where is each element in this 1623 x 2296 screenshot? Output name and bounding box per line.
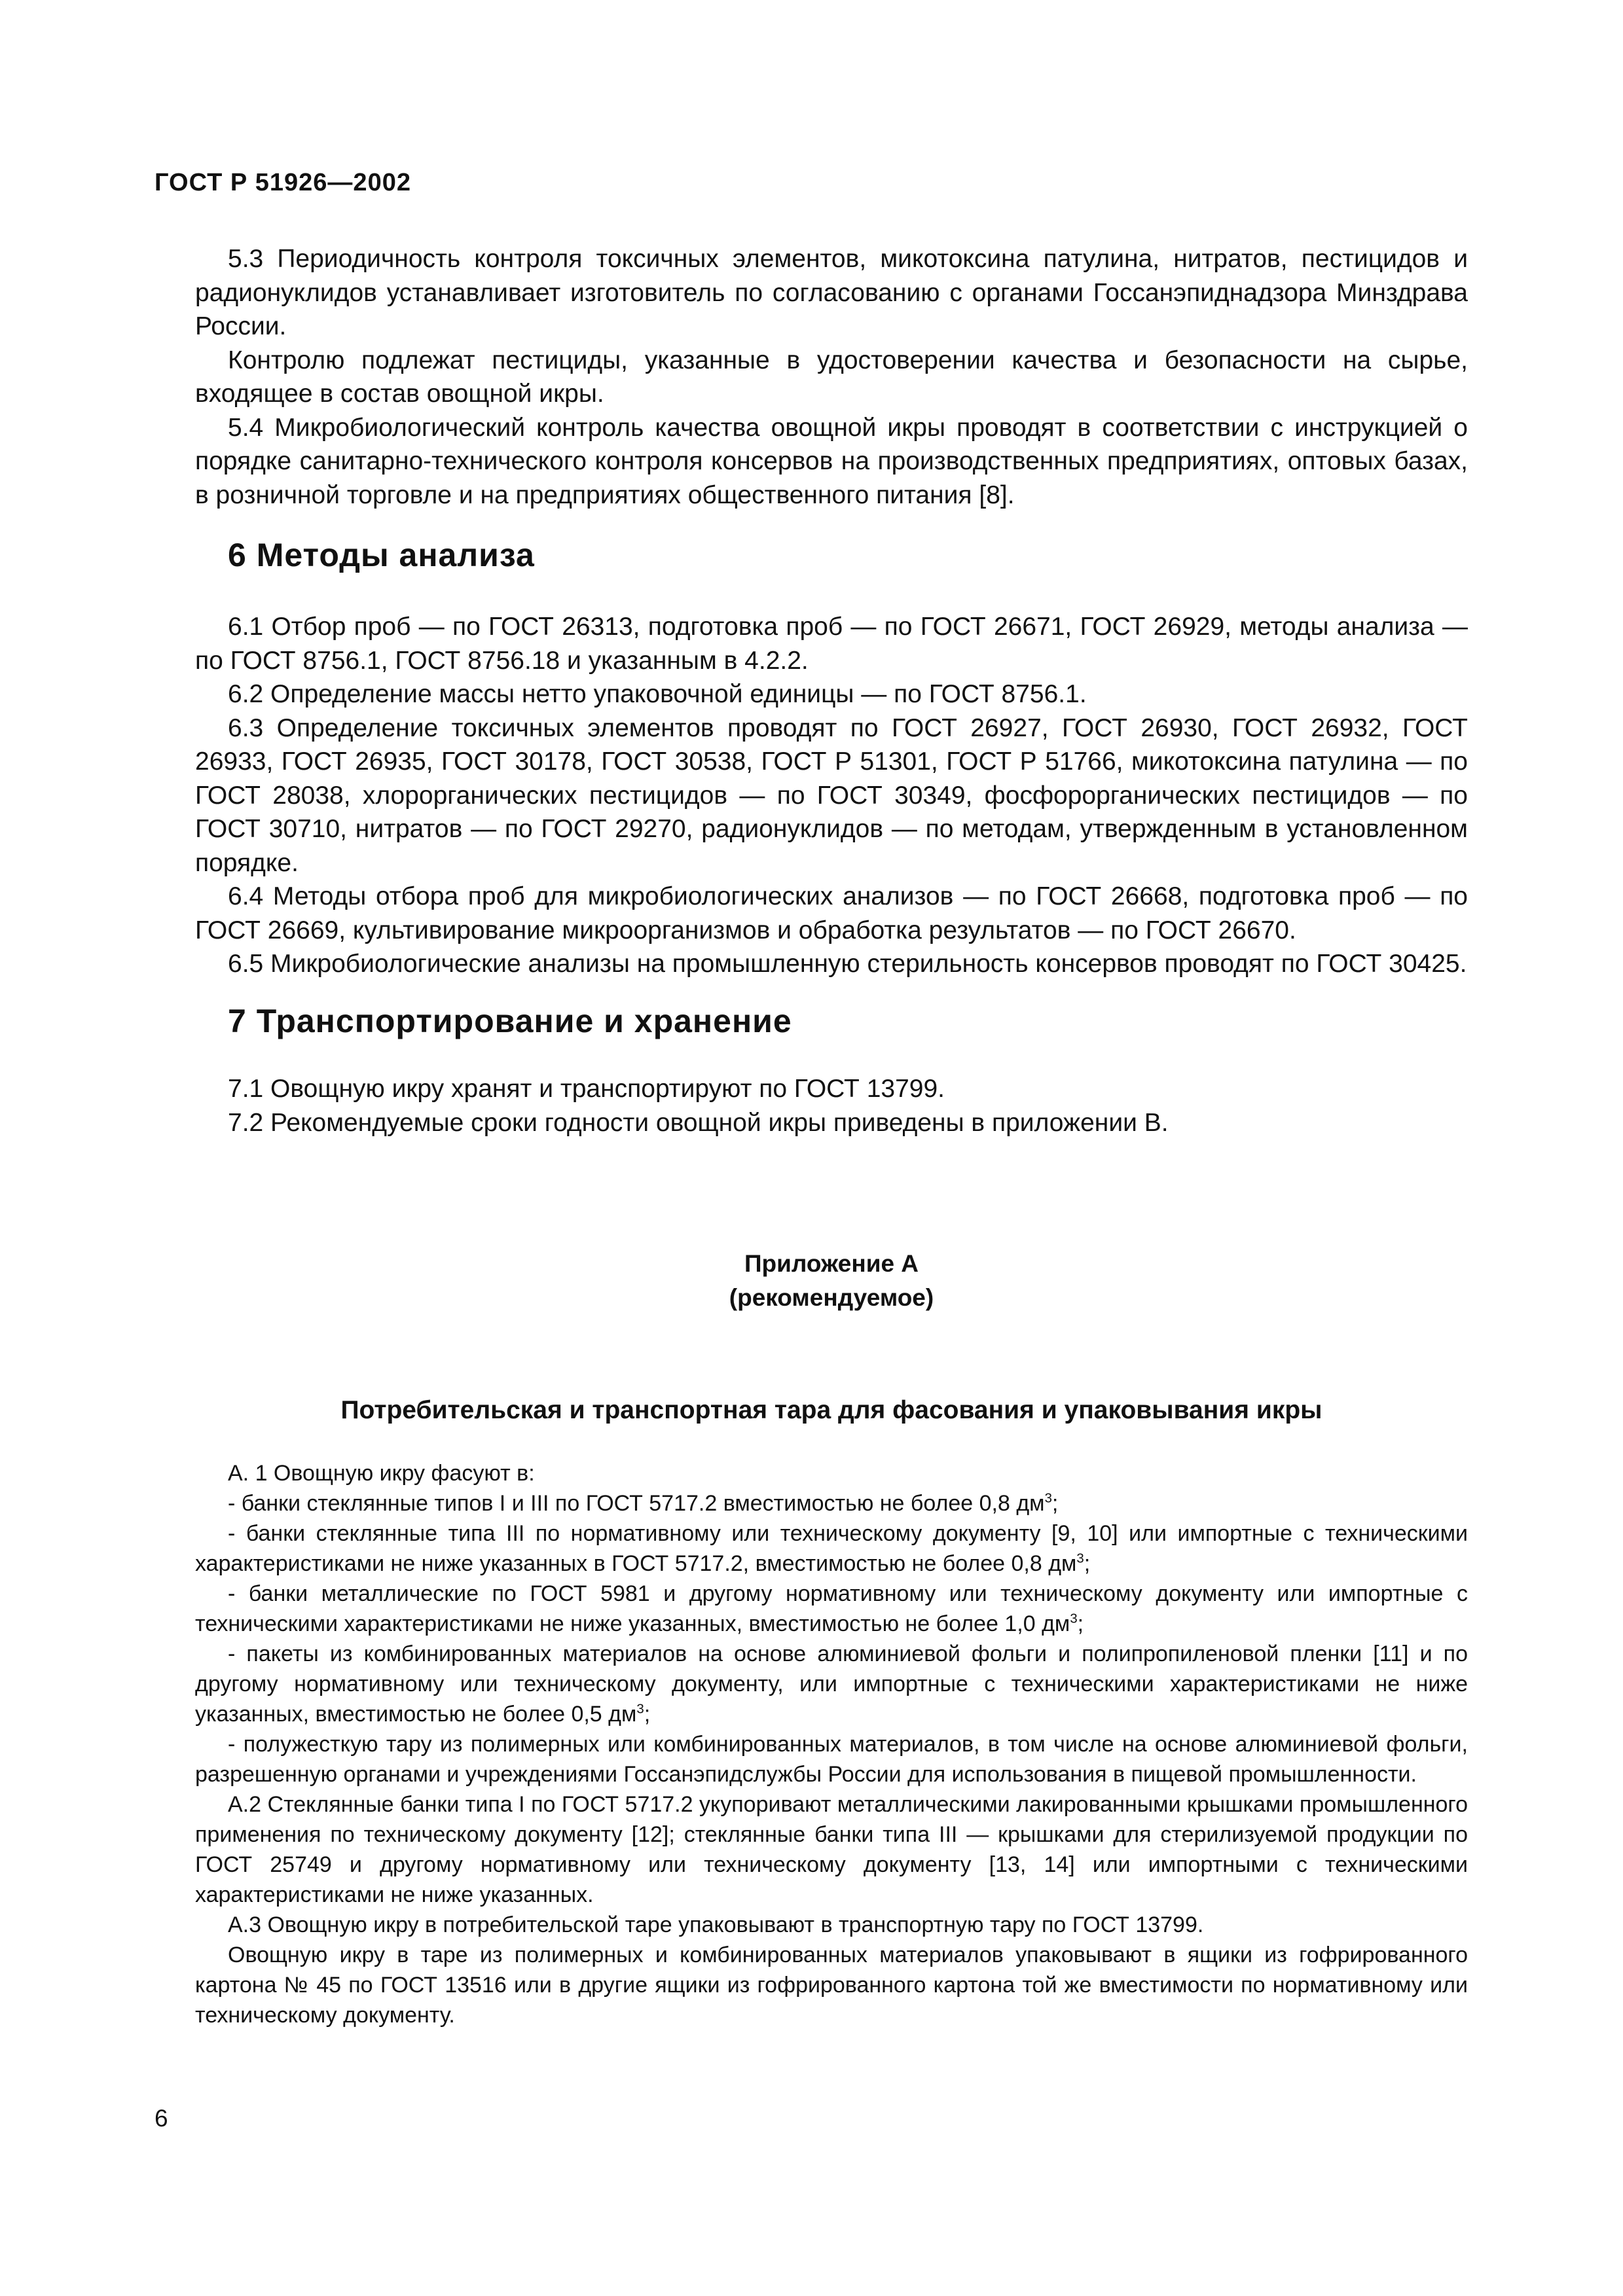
page-number: 6 xyxy=(155,2105,168,2132)
paragraph-6-3: 6.3 Определение токсичных элементов проводят по ГОСТ 26927, ГОСТ 26930, ГОСТ 26932, ГОСТ 26933, ГОСТ 26935, ГОСТ 30178, ГОСТ 30538, ГОСТ Р 51301, ГОСТ Р 51766, микотоксина патулина — по ГОСТ 28038, хлорорганических пестицидов — по ГОСТ 30349, фосфорорганических пестицидов — по ГОСТ 30710, нитратов — по ГОСТ 29270, радионуклидов — по методам, утвержденным в установленном порядке. xyxy=(195,713,1468,877)
paragraph-6-5: 6.5 Микробиологические анализы на промышленную стерильность консервов проводят по ГОСТ 30425. xyxy=(228,950,1467,978)
paragraph-6-2: 6.2 Определение массы нетто упаковочной единицы — по ГОСТ 8756.1. xyxy=(228,680,1087,708)
superscript-3: 3 xyxy=(1070,1611,1078,1626)
paragraph-a-2: А.2 Стеклянные банки типа I по ГОСТ 5717.2 укупоривают металлическими лакированными крышками промышленного применения по техническому документу [12]; стеклянные банки типа III — крышками для стерилизуемой продукции по ГОСТ 25749 и другому нормативному или техническому документу [13, 14] или импортными с техническими характеристиками не ниже указанных. xyxy=(195,1792,1468,1907)
document-header: ГОСТ Р 51926—2002 xyxy=(155,169,411,196)
paragraph-a-1: А. 1 Овощную икру фасуют в: xyxy=(228,1461,535,1486)
section-6-heading: 6 Методы анализа xyxy=(228,537,535,573)
paragraph-7-2: 7.2 Рекомендуемые сроки годности овощной икры приведены в приложении В. xyxy=(228,1108,1169,1137)
appendix-label: Приложение А xyxy=(744,1250,919,1277)
section-7-heading: 7 Транспортирование и хранение xyxy=(228,1003,792,1039)
paragraph-6-1: 6.1 Отбор проб — по ГОСТ 26313, подготовка проб — по ГОСТ 26671, ГОСТ 26929, методы анализа — по ГОСТ 8756.1, ГОСТ 8756.18 и указанным в 4.2.2. xyxy=(195,613,1468,675)
list-item-end: ; xyxy=(1084,1551,1091,1576)
list-item-glass-jars-1-3 xyxy=(195,1488,1468,1518)
paragraph-a-3: А.3 Овощную икру в потребительской таре упаковывают в транспортную тару по ГОСТ 13799. xyxy=(228,1912,1204,1937)
superscript-3: 3 xyxy=(636,1702,644,1717)
appendix-a-body xyxy=(195,1458,1468,2030)
paragraph-6-4: 6.4 Методы отбора проб для микробиологических анализов — по ГОСТ 26668, подготовка проб — по ГОСТ 26669, культивирование микроорганизмов и обработка результатов — по ГОСТ 26670. xyxy=(195,882,1468,944)
paragraph-5-4: 5.4 Микробиологический контроль качества овощной икры проводят в соответствии с инструкцией о порядке санитарно-технического контроля консервов на производственных предприятиях, оптовых базах, в розничной торговле и на предприятиях общественного питания [8]. xyxy=(195,413,1468,509)
list-item-metal-cans xyxy=(195,1579,1468,1639)
superscript-3: 3 xyxy=(1044,1491,1052,1506)
appendix-title: Потребительская и транспортная тара для фасования и упаковывания икры xyxy=(340,1396,1322,1424)
section-7-body xyxy=(195,1072,1468,1139)
paragraph-a-3-packing: Овощную икру в таре из полимерных и комбинированных материалов упаковывают в ящики из гофрированного картона № 45 по ГОСТ 13516 или в другие ящики из гофрированного картона той же вместимости по нормативному или техническому документу. xyxy=(195,1943,1468,2028)
list-item-packets xyxy=(195,1639,1468,1729)
section-6-body xyxy=(195,610,1468,981)
list-item-text: - банки металлические по ГОСТ 5981 и другому нормативному или техническому документу или импортные с техническими характеристиками не ниже указанных, вместимостью не более 1,0 дм xyxy=(195,1581,1468,1636)
list-item-text: - банки стеклянные типа III по нормативному или техническому документу [9, 10] или импортные с техническими характеристиками не ниже указанных в ГОСТ 5717.2, вместимостью не более 0,8 дм xyxy=(195,1521,1468,1576)
list-item-text: - банки стеклянные типов I и III по ГОСТ 5717.2 вместимостью не более 0,8 дм xyxy=(228,1491,1045,1516)
list-item-glass-jars-3 xyxy=(195,1518,1468,1579)
list-item-end: ; xyxy=(1077,1611,1084,1636)
section-5-body xyxy=(195,242,1468,512)
list-item-text: - пакеты из комбинированных материалов на основе алюминиевой фольги и полипропиленовой пленки [11] и по другому нормативному или техническому документу, или импортные с техническими характеристиками не ниже указанных, вместимостью не более 0,5 дм xyxy=(195,1641,1468,1727)
superscript-3: 3 xyxy=(1076,1551,1084,1566)
list-item-end: ; xyxy=(644,1702,651,1727)
appendix-status: (рекомендуемое) xyxy=(729,1284,934,1311)
appendix-heading xyxy=(195,1247,1468,1315)
paragraph-5-3-pesticides: Контролю подлежат пестициды, указанные в удостоверении качества и безопасности на сырье, входящее в состав овощной икры. xyxy=(195,346,1468,408)
list-item-end: ; xyxy=(1051,1491,1059,1516)
paragraph-5-3: 5.3 Периодичность контроля токсичных элементов, микотоксина патулина, нитратов, пестицидов и радионуклидов устанавливает изготовитель по согласованию с органами Госсанэпиднадзора Минздрава России. xyxy=(195,245,1468,340)
paragraph-7-1: 7.1 Овощную икру хранят и транспортируют по ГОСТ 13799. xyxy=(228,1075,945,1103)
list-item-semi-rigid: - полужесткую тару из полимерных или комбинированных материалов, в том числе на основе алюминиевой фольги, разрешенную органами и учреждениями Госсанэпидслужбы России для использования в пищевой промышленности. xyxy=(195,1732,1468,1787)
